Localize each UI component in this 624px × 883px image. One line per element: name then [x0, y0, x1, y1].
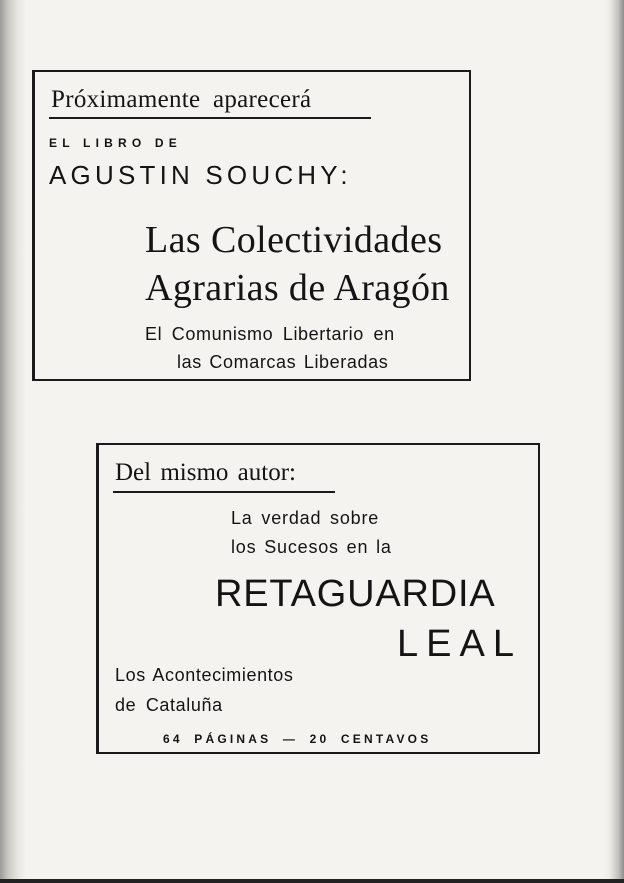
page-left-edge	[0, 0, 26, 883]
book-subtitle-line-1: El Comunismo Libertario en	[145, 324, 395, 344]
book-title-line-1: Las Colectividades	[145, 219, 443, 261]
book-subtitle-line-1: La verdad sobre	[231, 508, 380, 528]
page-bottom-edge	[0, 879, 624, 883]
forthcoming-book-advertisement	[32, 70, 471, 381]
book-description-line-1: Los Acontecimientos	[115, 665, 294, 685]
page-right-edge	[604, 0, 624, 883]
forthcoming-heading: Próximamente aparecerá	[51, 86, 312, 113]
book-subtitle-line-2: los Sucesos en la	[231, 537, 392, 557]
book-intro-label: EL LIBRO DE	[49, 136, 182, 150]
same-author-heading: Del mismo autor:	[115, 459, 296, 486]
book-subtitle-line-2: las Comarcas Liberadas	[177, 352, 389, 372]
heading-underline	[113, 491, 335, 493]
same-author-advertisement	[96, 443, 540, 754]
book-description-line-2: de Cataluña	[115, 695, 223, 715]
pages-price-line: 64 PÁGINAS — 20 CENTAVOS	[163, 732, 432, 746]
book-title-line-2: LEAL	[397, 623, 522, 665]
author-name: AGUSTIN SOUCHY:	[49, 160, 352, 190]
heading-underline	[49, 117, 371, 119]
book-title-line-1: RETAGUARDIA	[215, 573, 496, 615]
book-title-line-2: Agrarias de Aragón	[145, 267, 450, 309]
